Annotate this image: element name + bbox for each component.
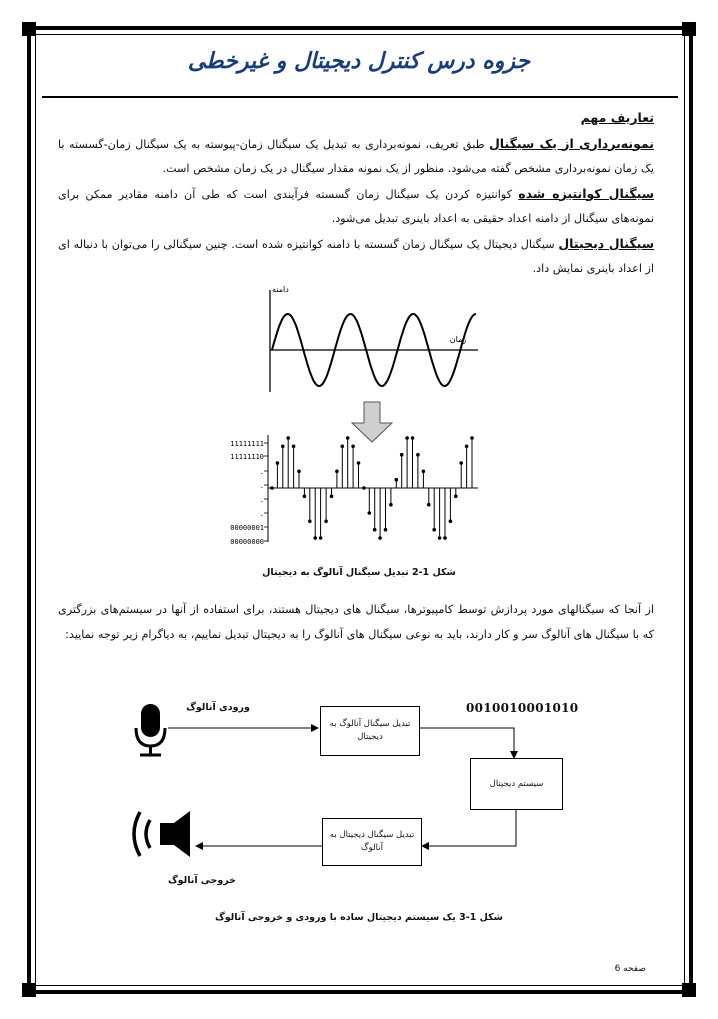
down-arrow-icon: [352, 402, 392, 442]
quantization-levels: [230, 440, 268, 546]
sample-point: [416, 453, 420, 457]
section-title: تعاریف مهم: [580, 110, 654, 125]
sample-point: [319, 536, 323, 540]
figure-analog-to-digital: [0, 280, 718, 560]
sample-point: [297, 470, 301, 474]
adc-to-system-arrow: [420, 728, 514, 758]
analog-output-label: خروجی آنالوگ: [167, 875, 237, 886]
level-label: 11111110: [230, 453, 264, 461]
body-paragraph: از آنجا که سیگنالهای مورد پردازش توسط کامپیوترها، سیگنال های دیجیتال هستند، برای استفاده از آنها در سیستم‌های بزرگتری که با سیگنال های آنالوگ سر و کار دارند، باید به نوعی سیگنال های آنالوگ را به دیجیتال تبدیل نماییم، به دیاگرام زیر توجه نمایید:: [58, 603, 654, 641]
sample-point: [373, 528, 377, 532]
level-label: 00000000: [230, 538, 264, 546]
sample-point: [362, 486, 366, 490]
speaker-icon: [134, 811, 190, 857]
sample-point: [292, 445, 296, 449]
sample-point: [313, 536, 317, 540]
sample-point: [389, 503, 393, 507]
definition-term: نمونه‌برداری از یک سیگنال: [488, 135, 654, 151]
system-to-dac-arrow: [422, 810, 516, 846]
definition-text: طبق تعریف، نمونه‌برداری به تبدیل یک سیگنال زمان-پیوسته به یک سیگنال زمان-گسسته با یک زمان نمونه‌برداری مشخص گفته می‌شود. منظور از یک نمونه مقدار سیگنال در یک زمان مشخص است.: [58, 137, 654, 175]
sample-point: [395, 478, 399, 482]
definition-sampling: [58, 132, 654, 182]
level-label: .: [259, 468, 264, 476]
corner-ornament: [682, 22, 696, 36]
definition-quantized: [58, 182, 654, 232]
time-label: زمان: [449, 335, 467, 344]
sample-point: [308, 520, 312, 524]
level-label: .: [259, 496, 264, 504]
level-label: 00000001: [230, 524, 264, 532]
header-divider: [42, 96, 678, 98]
sample-point: [357, 461, 361, 465]
sample-point: [459, 461, 463, 465]
page-number: صفحه 6: [614, 964, 646, 974]
sample-point: [400, 453, 404, 457]
sample-point: [427, 503, 431, 507]
header-title: جزوه درس کنترل دیجیتال و غیرخطی: [187, 48, 531, 74]
definition-text: کوانتیزه کردن یک سیگنال زمان گسسته فرآیندی است که طی آن دامنه مقادیر ممکن برای نمونه‌های سیگنال از دامنه اعداد حقیقی به اعداد باینری تبدیل می‌شود.: [58, 187, 654, 225]
sample-point: [281, 445, 285, 449]
corner-ornament: [22, 22, 36, 36]
sample-point: [368, 511, 372, 515]
sample-point: [330, 495, 334, 499]
figure2-caption: شکل 1-3 یک سیستم دیجیتال ساده با ورودی و خروجی آنالوگ: [214, 912, 504, 923]
sample-point: [270, 486, 274, 490]
microphone-icon: [136, 704, 165, 755]
level-label: 11111111: [230, 440, 264, 448]
definition-term: سیگنال کوانتیزه شده: [518, 185, 654, 201]
definition-digital: [58, 232, 654, 282]
analog-input-label: ورودی آنالوگ: [186, 702, 250, 713]
sample-point: [405, 436, 409, 440]
sample-point: [443, 536, 447, 540]
sample-point: [470, 436, 474, 440]
sample-point: [276, 461, 280, 465]
sample-point: [341, 445, 345, 449]
sample-point: [422, 470, 426, 474]
sample-point: [449, 520, 453, 524]
level-label: .: [259, 510, 264, 518]
sample-point: [454, 495, 458, 499]
sample-point: [324, 520, 328, 524]
dac-block: تبدیل سیگنال دیجیتال به آنالوگ: [322, 818, 422, 866]
sample-point: [286, 436, 290, 440]
sample-point: [335, 470, 339, 474]
definition-text: سیگنال دیجیتال یک سیگنال زمان گسسته با دامنه کوانتیزه شده است. چنین سیگنالی را می‌توان با دنباله ای از اعداد باینری نمایش داد.: [58, 237, 654, 275]
adc-block: تبدیل سیگنال آنالوگ به دیجیتال: [320, 706, 420, 756]
binary-stream: 0010010001010: [466, 701, 579, 715]
corner-ornament: [22, 983, 36, 997]
sample-point: [351, 445, 355, 449]
sample-point: [465, 445, 469, 449]
sample-point: [411, 436, 415, 440]
sample-point: [303, 495, 307, 499]
amplitude-label: دامنه: [272, 285, 289, 294]
sample-point: [378, 536, 382, 540]
sample-point: [432, 528, 436, 532]
definition-term: سیگنال دیجیتال: [558, 235, 654, 251]
sample-point: [346, 436, 350, 440]
sample-point: [384, 528, 388, 532]
figure1-caption: شکل 1-2 تبدیل سیگنال آنالوگ به دیجیتال: [262, 567, 456, 578]
definitions-section: [58, 106, 654, 282]
level-label: .: [259, 482, 264, 490]
digital-system-block: سیستم دیجیتال: [470, 758, 563, 810]
sample-point: [438, 536, 442, 540]
corner-ornament: [682, 983, 696, 997]
